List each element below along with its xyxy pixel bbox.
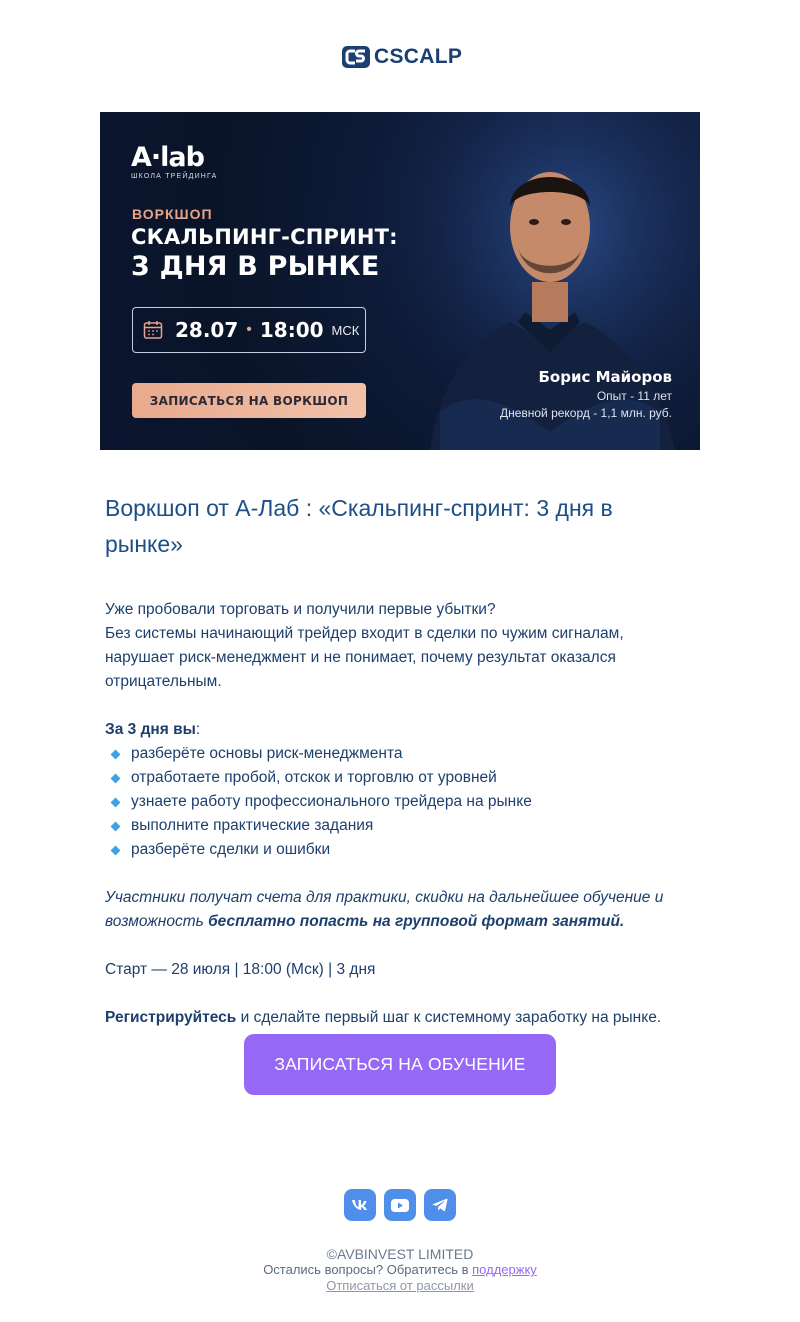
speaker-caption xyxy=(500,368,672,420)
spacer xyxy=(105,982,695,1006)
social-links xyxy=(344,1189,456,1221)
list-item-text: узнаете работу профессионального трейдера на рынке xyxy=(131,793,532,810)
intro-line2: Без системы начинающий трейдер входит в сделки по чужим сигналам, нарушает риск-менеджмент и не понимает, почему результат оказался отрицательным. xyxy=(105,625,624,690)
list-item xyxy=(105,742,695,766)
list-item xyxy=(105,814,695,838)
list-item xyxy=(105,790,695,814)
banner-date-box xyxy=(132,307,366,353)
alab-logo xyxy=(131,142,218,180)
banner-timezone: МСК xyxy=(331,322,360,338)
support-text: Остались вопросы? Обратитесь в xyxy=(263,1262,473,1277)
spacer xyxy=(105,862,695,886)
list-item-text: разберёте сделки и ошибки xyxy=(131,841,331,858)
banner-time: 18:00 xyxy=(259,318,324,342)
bullet-diamond-icon xyxy=(111,797,121,807)
bullet-diamond-icon xyxy=(111,845,121,855)
youtube-link[interactable] xyxy=(384,1189,416,1221)
participants-note-text: Участники получат счета для практики, скидки на дальнейшее обучение и возможность xyxy=(105,889,664,930)
banner-title-line1: СКАЛЬПИНГ-СПРИНТ: xyxy=(131,225,398,249)
cscalp-logo-icon xyxy=(342,46,370,68)
support-link[interactable]: поддержку xyxy=(472,1262,537,1277)
banner-date: 28.07 xyxy=(175,318,239,342)
vk-link[interactable] xyxy=(344,1189,376,1221)
speaker-record: Дневной рекорд - 1,1 млн. руб. xyxy=(499,406,672,420)
vk-icon xyxy=(351,1199,369,1211)
brand-name: CSCALP xyxy=(374,45,463,68)
banner-title-line2: 3 ДНЯ В РЫНКЕ xyxy=(131,251,380,282)
speaker-name: Борис Майоров xyxy=(538,368,672,386)
signup-cta-button[interactable]: ЗАПИСАТЬСЯ НА ОБУЧЕНИЕ xyxy=(244,1034,556,1095)
list-heading-bold: За 3 дня вы xyxy=(105,721,196,738)
list-item xyxy=(105,766,695,790)
bullet-diamond-icon xyxy=(111,749,121,759)
spacer xyxy=(105,934,695,958)
banner-signup-button[interactable]: ЗАПИСАТЬСЯ НА ВОРКШОП xyxy=(132,383,366,418)
intro-line1: Уже пробовали торговать и получили первые убытки? xyxy=(105,601,496,618)
unsubscribe-link[interactable]: Отписаться от рассылки xyxy=(326,1278,474,1293)
telegram-icon xyxy=(432,1198,448,1212)
workshop-banner[interactable] xyxy=(100,112,700,450)
banner-date-separator: • xyxy=(246,321,252,338)
list-item-text: отработаете пробой, отскок и торговлю от уровней xyxy=(131,769,497,786)
youtube-icon xyxy=(391,1199,409,1212)
spacer xyxy=(105,694,695,718)
speaker-experience: Опыт - 11 лет xyxy=(596,389,672,403)
start-info: Старт — 28 июля | 18:00 (Мск) | 3 дня xyxy=(105,961,376,978)
participants-note-bold: бесплатно попасть на групповой формат занятий. xyxy=(208,913,625,930)
email-body xyxy=(105,490,695,1030)
alab-logo-mark: A·lab xyxy=(131,142,204,173)
copyright: ©AVBINVEST LIMITED xyxy=(326,1246,474,1262)
banner-title xyxy=(131,223,398,283)
cta-wrapper xyxy=(244,1034,556,1095)
spacer xyxy=(105,562,695,598)
bullet-diamond-icon xyxy=(111,773,121,783)
bullet-diamond-icon xyxy=(111,821,121,831)
support-line xyxy=(0,1262,800,1278)
register-bold: Регистрируйтесь xyxy=(105,1009,237,1026)
cscalp-logo[interactable] xyxy=(342,45,462,69)
register-line xyxy=(105,1006,695,1030)
banner-kicker: ВОРКШОП xyxy=(132,206,213,222)
list-heading xyxy=(105,718,695,742)
calendar-icon xyxy=(143,320,163,340)
alab-logo-sub: ШКОЛА ТРЕЙДИНГА xyxy=(131,173,218,180)
list-item-text: выполните практические задания xyxy=(131,817,374,834)
list-heading-colon: : xyxy=(195,721,201,738)
register-rest: и сделайте первый шаг к системному заработку на рынке. xyxy=(236,1009,662,1026)
participants-note xyxy=(105,886,695,934)
telegram-link[interactable] xyxy=(424,1189,456,1221)
list-item-text: разберёте основы риск-менеджмента xyxy=(131,745,403,762)
article-title: Воркшоп от А-Лаб : «Скальпинг-спринт: 3 дня в рынке» xyxy=(105,495,613,557)
list-item xyxy=(105,838,695,862)
email-footer xyxy=(0,1246,800,1294)
email-header xyxy=(0,0,800,112)
